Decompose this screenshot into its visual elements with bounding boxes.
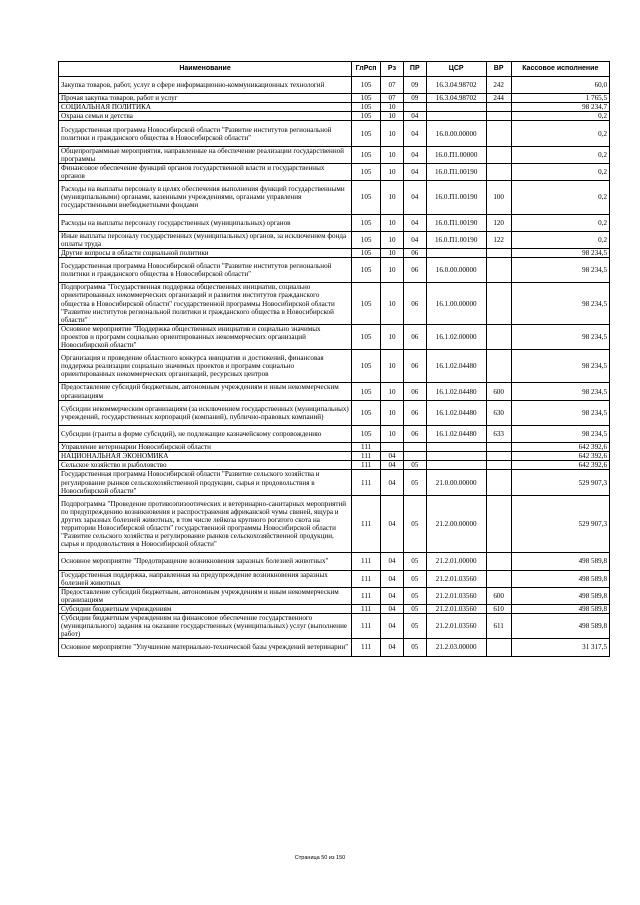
cell-section: 10	[381, 383, 404, 400]
cell-expense-type: 242	[486, 77, 511, 94]
cell-target-article: 16.3.04.98702	[426, 77, 486, 94]
cell-grbs: 105	[352, 324, 381, 349]
cell-target-article: 16.0.00.00000	[426, 258, 486, 283]
cell-grbs: 111	[352, 553, 381, 570]
cell-section: 10	[381, 103, 404, 112]
cell-grbs: 105	[352, 350, 381, 383]
cell-amount: 0,2	[511, 112, 609, 121]
budget-document	[58, 61, 610, 657]
cell-section: 04	[381, 470, 404, 495]
cell-name: Закупка товаров, работ, услуг в сфере информационно-коммуникационных технологий	[59, 77, 352, 94]
cell-subsection: 05	[403, 553, 426, 570]
cell-name: Прочая закупка товаров, работ и услуг	[59, 94, 352, 103]
cell-amount: 0,2	[511, 231, 609, 248]
table-row	[59, 639, 610, 656]
cell-name: Подпрограмма "Государственная поддержка общественных инициатив, социально ориентированных некоммерческих организаций и развития институтов гражданского общества в Новосибирской области" государственной программы Новосибирской области "Развитие институтов региональной политики и гражданского общества в Новосибирской области"	[59, 283, 352, 325]
cell-expense-type	[486, 163, 511, 180]
cell-section: 10	[381, 214, 404, 231]
cell-grbs: 105	[352, 146, 381, 163]
cell-section: 10	[381, 324, 404, 349]
cell-target-article: 21.2.03.00000	[426, 639, 486, 656]
cell-target-article: 16.0.П1.00190	[426, 231, 486, 248]
cell-target-article: 16.0.00.00000	[426, 121, 486, 146]
cell-expense-type: 100	[486, 181, 511, 214]
cell-subsection: 05	[403, 570, 426, 587]
cell-name: Субсидии некоммерческим организациям (за исключением государственных (муниципальных) учреждений, государственных корпораций (компаний), публично-правовых компаний)	[59, 400, 352, 425]
cell-expense-type	[486, 553, 511, 570]
table-row	[59, 214, 610, 231]
table-row	[59, 400, 610, 425]
table-row	[59, 553, 610, 570]
cell-amount: 98 234,5	[511, 248, 609, 257]
table-row	[59, 604, 610, 613]
page-number: Страница 50 из 150	[294, 855, 346, 861]
cell-subsection	[403, 452, 426, 461]
cell-expense-type	[486, 283, 511, 325]
cell-grbs: 105	[352, 258, 381, 283]
cell-amount: 31 317,5	[511, 639, 609, 656]
cell-subsection: 06	[403, 425, 426, 442]
table-row	[59, 163, 610, 180]
cell-section: 07	[381, 77, 404, 94]
cell-amount: 0,2	[511, 163, 609, 180]
cell-section: 10	[381, 112, 404, 121]
table-row	[59, 570, 610, 587]
cell-target-article	[426, 461, 486, 470]
cell-expense-type	[486, 639, 511, 656]
cell-subsection: 05	[403, 470, 426, 495]
cell-name: Организация и проведение областного конкурса инициатив и достижений, финансовая поддержка реализации социально значимых проектов и программ социально ориентированных некоммерческих организаций, ресурсных центров	[59, 350, 352, 383]
cell-amount: 529 907,3	[511, 470, 609, 495]
cell-section: 10	[381, 163, 404, 180]
cell-grbs: 111	[352, 639, 381, 656]
cell-target-article	[426, 112, 486, 121]
column-header-grbs: ГлРсп	[352, 62, 381, 77]
table-row	[59, 146, 610, 163]
cell-subsection: 09	[403, 77, 426, 94]
cell-subsection: 05	[403, 495, 426, 553]
cell-section: 10	[381, 258, 404, 283]
cell-expense-type	[486, 570, 511, 587]
column-header-target-article: ЦСР	[426, 62, 486, 77]
cell-expense-type: 244	[486, 94, 511, 103]
cell-grbs: 105	[352, 231, 381, 248]
table-row	[59, 103, 610, 112]
cell-expense-type	[486, 324, 511, 349]
cell-target-article: 21.2.01.03560	[426, 614, 486, 639]
cell-grbs: 105	[352, 400, 381, 425]
cell-target-article	[426, 248, 486, 257]
cell-target-article: 16.1.02.04480	[426, 400, 486, 425]
cell-expense-type	[486, 452, 511, 461]
cell-name: Государственная поддержка, направленная на предупреждение возникновения заразных болезней животных	[59, 570, 352, 587]
cell-subsection	[403, 103, 426, 112]
cell-name: Государственная программа Новосибирской области "Развитие институтов региональной политики и гражданского общества в Новосибирской области"	[59, 121, 352, 146]
cell-amount: 98 234,5	[511, 350, 609, 383]
cell-expense-type: 600	[486, 383, 511, 400]
cell-section: 10	[381, 181, 404, 214]
table-row	[59, 614, 610, 639]
cell-subsection: 04	[403, 181, 426, 214]
cell-amount: 60,0	[511, 77, 609, 94]
cell-section: 04	[381, 553, 404, 570]
cell-name: Иные выплаты персоналу государственных (муниципальных) органов, за исключением фонда оплаты труда	[59, 231, 352, 248]
table-row	[59, 350, 610, 383]
cell-grbs: 111	[352, 443, 381, 452]
cell-subsection: 06	[403, 400, 426, 425]
cell-name: Субсидии бюджетным учреждениям	[59, 604, 352, 613]
cell-target-article: 16.1.02.04480	[426, 350, 486, 383]
cell-name: Предоставление субсидий бюджетным, автономным учреждениям и иным некоммерческим организациям	[59, 383, 352, 400]
cell-expense-type: 633	[486, 425, 511, 442]
table-row	[59, 461, 610, 470]
cell-section: 10	[381, 146, 404, 163]
cell-expense-type	[486, 461, 511, 470]
cell-expense-type: 120	[486, 214, 511, 231]
cell-section: 10	[381, 121, 404, 146]
cell-section: 07	[381, 94, 404, 103]
cell-section: 10	[381, 400, 404, 425]
cell-grbs: 105	[352, 121, 381, 146]
column-header-name: Наименование	[59, 62, 352, 77]
cell-subsection: 05	[403, 587, 426, 604]
cell-target-article: 16.1.00.00000	[426, 283, 486, 325]
cell-grbs: 111	[352, 587, 381, 604]
cell-subsection: 04	[403, 112, 426, 121]
cell-name: Субсидии (гранты в форме субсидий), не подлежащие казначейскому сопровождению	[59, 425, 352, 442]
cell-section: 04	[381, 452, 404, 461]
cell-grbs: 111	[352, 461, 381, 470]
table-row	[59, 112, 610, 121]
table-row	[59, 121, 610, 146]
cell-amount: 98 234,5	[511, 324, 609, 349]
cell-expense-type: 600	[486, 587, 511, 604]
cell-expense-type	[486, 112, 511, 121]
cell-name: Основное мероприятие "Улучшение материально-технической базы учреждений ветеринарии"	[59, 639, 352, 656]
cell-target-article: 16.3.04.98702	[426, 94, 486, 103]
cell-name: Управление ветеринарии Новосибирской области	[59, 443, 352, 452]
table-row	[59, 231, 610, 248]
cell-subsection: 06	[403, 350, 426, 383]
cell-target-article: 16.1.02.00000	[426, 324, 486, 349]
cell-grbs: 111	[352, 470, 381, 495]
cell-name: Сельское хозяйство и рыболовство	[59, 461, 352, 470]
table-row	[59, 383, 610, 400]
cell-name: Другие вопросы в области социальной политики	[59, 248, 352, 257]
cell-name: Субсидии бюджетным учреждениям на финансовое обеспечение государственного (муниципального) задания на оказание государственных (муниципальных) услуг (выполнение работ)	[59, 614, 352, 639]
cell-target-article: 21.0.00.00000	[426, 470, 486, 495]
cell-expense-type	[486, 495, 511, 553]
cell-target-article: 16.1.02.04480	[426, 425, 486, 442]
cell-subsection: 06	[403, 283, 426, 325]
table-row	[59, 248, 610, 257]
cell-amount: 98 234,5	[511, 258, 609, 283]
table-row	[59, 77, 610, 94]
budget-table	[58, 61, 610, 657]
cell-amount: 98 234,5	[511, 383, 609, 400]
cell-name: СОЦИАЛЬНАЯ ПОЛИТИКА	[59, 103, 352, 112]
cell-expense-type	[486, 350, 511, 383]
cell-section: 04	[381, 461, 404, 470]
cell-grbs: 111	[352, 604, 381, 613]
cell-subsection: 05	[403, 639, 426, 656]
cell-amount: 98 234,5	[511, 283, 609, 325]
cell-amount: 0,2	[511, 214, 609, 231]
cell-name: Охрана семьи и детства	[59, 112, 352, 121]
table-row	[59, 587, 610, 604]
cell-grbs: 105	[352, 248, 381, 257]
cell-target-article	[426, 103, 486, 112]
cell-amount: 529 907,3	[511, 495, 609, 553]
cell-expense-type: 610	[486, 604, 511, 613]
cell-name: Общепрограммные мероприятия, направленные на обеспечение реализации государственной программы	[59, 146, 352, 163]
cell-name: Предоставление субсидий бюджетным, автономным учреждениям и иным некоммерческим организациям	[59, 587, 352, 604]
cell-section: 10	[381, 350, 404, 383]
cell-name: Основное мероприятие "Поддержка общественных инициатив и социально значимых проектов и программ социально ориентированных некоммерческих организаций Новосибирской области"	[59, 324, 352, 349]
cell-grbs: 105	[352, 163, 381, 180]
cell-name: Государственная программа Новосибирской области "Развитие сельского хозяйства и регулирование рынков сельскохозяйственной продукции, сырья и продовольствия в Новосибирской области"	[59, 470, 352, 495]
cell-name: Подпрограмма "Проведение противоэпизоотических и ветеринарно-санитарных мероприятий по предупреждению возникновения и распространения африканской чумы свиней, ящура и других заразных болезней животных, в том числе лейкоза крупного рогатого скота на территории Новосибирской области" государственной программы Новосибирской области "Развитие сельского хозяйства и регулирование рынков сельскохозяйственной продукции, сырья и продовольствия в Новосибирской области"	[59, 495, 352, 553]
cell-name: Государственная программа Новосибирской области "Развитие институтов региональной политики и гражданского общества в Новосибирской области"	[59, 258, 352, 283]
column-header-subsection: ПР	[403, 62, 426, 77]
table-row	[59, 258, 610, 283]
cell-subsection: 04	[403, 146, 426, 163]
cell-section: 10	[381, 283, 404, 325]
table-row	[59, 181, 610, 214]
cell-name: Расходы на выплаты персоналу в целях обеспечения выполнения функций государственными (муниципальными) органами, казенными учреждениями, органами управления государственными внебюджетными фондами	[59, 181, 352, 214]
cell-grbs: 105	[352, 103, 381, 112]
table-header-row	[59, 62, 610, 77]
cell-subsection: 04	[403, 121, 426, 146]
cell-amount: 642 392,6	[511, 443, 609, 452]
cell-grbs: 111	[352, 495, 381, 553]
cell-grbs: 111	[352, 452, 381, 461]
table-row	[59, 470, 610, 495]
cell-grbs: 105	[352, 181, 381, 214]
cell-grbs: 105	[352, 94, 381, 103]
cell-grbs: 105	[352, 214, 381, 231]
cell-grbs: 105	[352, 283, 381, 325]
cell-amount: 498 589,8	[511, 570, 609, 587]
cell-amount: 98 234,5	[511, 425, 609, 442]
table-row	[59, 283, 610, 325]
table-row	[59, 324, 610, 349]
cell-target-article: 16.1.02.04480	[426, 383, 486, 400]
cell-section: 04	[381, 495, 404, 553]
cell-subsection: 05	[403, 604, 426, 613]
cell-section: 10	[381, 248, 404, 257]
cell-expense-type: 630	[486, 400, 511, 425]
cell-amount: 498 589,8	[511, 553, 609, 570]
cell-amount: 498 589,8	[511, 587, 609, 604]
cell-expense-type	[486, 121, 511, 146]
cell-expense-type: 611	[486, 614, 511, 639]
cell-expense-type	[486, 470, 511, 495]
cell-target-article: 21.2.00.00000	[426, 495, 486, 553]
cell-subsection: 06	[403, 383, 426, 400]
cell-expense-type	[486, 103, 511, 112]
cell-amount: 1 765,5	[511, 94, 609, 103]
cell-expense-type	[486, 146, 511, 163]
cell-subsection: 06	[403, 258, 426, 283]
cell-amount: 642 392,6	[511, 461, 609, 470]
cell-target-article: 21.2.01.03560	[426, 570, 486, 587]
column-header-section: Рз	[381, 62, 404, 77]
column-header-expense-type: ВР	[486, 62, 511, 77]
cell-amount: 0,2	[511, 181, 609, 214]
cell-grbs: 111	[352, 614, 381, 639]
cell-subsection: 06	[403, 324, 426, 349]
cell-target-article	[426, 443, 486, 452]
cell-section: 04	[381, 587, 404, 604]
cell-amount: 0,2	[511, 146, 609, 163]
table-body	[59, 77, 610, 657]
cell-target-article: 21.2.01.03560	[426, 604, 486, 613]
cell-name: Финансовое обеспечение функций органов государственной власти и государственных органов	[59, 163, 352, 180]
cell-amount: 642 392,6	[511, 452, 609, 461]
cell-expense-type	[486, 248, 511, 257]
cell-grbs: 105	[352, 112, 381, 121]
cell-section: 04	[381, 570, 404, 587]
table-row	[59, 443, 610, 452]
table-row	[59, 452, 610, 461]
table-row	[59, 495, 610, 553]
cell-expense-type: 122	[486, 231, 511, 248]
cell-subsection: 04	[403, 231, 426, 248]
cell-grbs: 105	[352, 425, 381, 442]
cell-grbs: 105	[352, 383, 381, 400]
cell-target-article: 16.0.П1.00000	[426, 146, 486, 163]
cell-grbs: 111	[352, 570, 381, 587]
column-header-cash-execution: Кассовое исполнение	[511, 62, 609, 77]
cell-subsection: 09	[403, 94, 426, 103]
cell-amount: 98 234,5	[511, 400, 609, 425]
cell-expense-type	[486, 443, 511, 452]
cell-target-article: 16.0.П1.00190	[426, 214, 486, 231]
cell-subsection: 05	[403, 461, 426, 470]
cell-expense-type	[486, 258, 511, 283]
cell-target-article	[426, 452, 486, 461]
cell-name: НАЦИОНАЛЬНАЯ ЭКОНОМИКА	[59, 452, 352, 461]
cell-section	[381, 443, 404, 452]
table-row	[59, 94, 610, 103]
cell-amount: 0,2	[511, 121, 609, 146]
cell-section: 10	[381, 425, 404, 442]
cell-section: 04	[381, 639, 404, 656]
cell-name: Основное мероприятие "Предотвращение возникновения заразных болезней животных"	[59, 553, 352, 570]
cell-target-article: 21.2.01.00000	[426, 553, 486, 570]
cell-amount: 98 234,7	[511, 103, 609, 112]
cell-subsection: 04	[403, 163, 426, 180]
cell-name: Расходы на выплаты персоналу государственных (муниципальных) органов	[59, 214, 352, 231]
cell-amount: 498 589,8	[511, 614, 609, 639]
cell-section: 04	[381, 604, 404, 613]
cell-subsection: 05	[403, 614, 426, 639]
cell-section: 10	[381, 231, 404, 248]
cell-subsection	[403, 443, 426, 452]
cell-amount: 498 589,8	[511, 604, 609, 613]
cell-section: 04	[381, 614, 404, 639]
cell-grbs: 105	[352, 77, 381, 94]
cell-subsection: 04	[403, 214, 426, 231]
table-row	[59, 425, 610, 442]
cell-target-article: 21.2.01.03560	[426, 587, 486, 604]
cell-target-article: 16.0.П1.00190	[426, 163, 486, 180]
cell-subsection: 06	[403, 248, 426, 257]
cell-target-article: 16.0.П1.00190	[426, 181, 486, 214]
